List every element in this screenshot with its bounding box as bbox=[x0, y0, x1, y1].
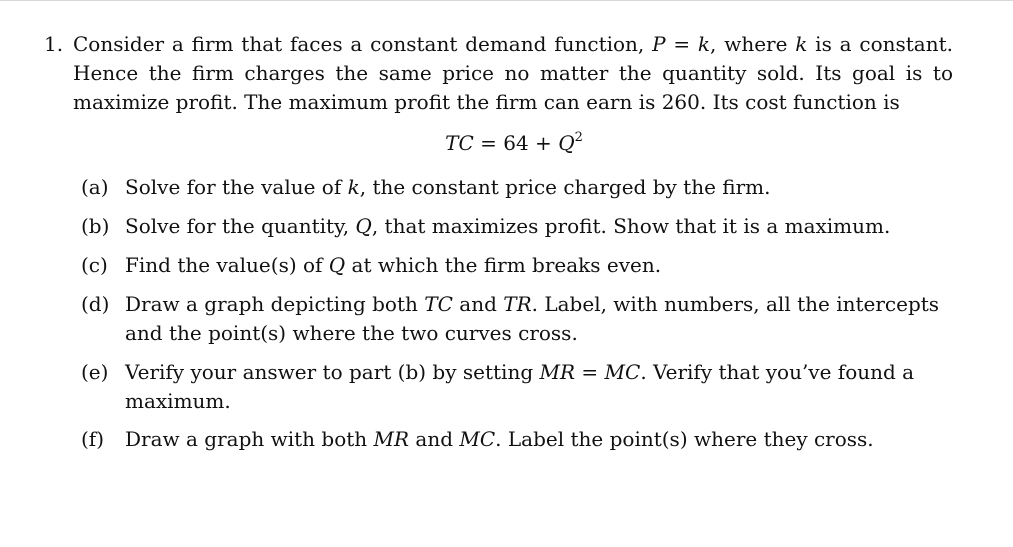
part-a-text-2: , the constant price charged by the firm. bbox=[359, 175, 771, 199]
problem-1 bbox=[44, 30, 964, 464]
part-c-text-1: Find the value(s) of bbox=[125, 253, 329, 277]
part-b-math-1: Q bbox=[355, 214, 372, 238]
constant-k: k bbox=[795, 32, 808, 56]
part-e-math-1: MR bbox=[539, 360, 576, 384]
problem-intro bbox=[44, 30, 953, 117]
part-f-text-2: and bbox=[409, 427, 460, 451]
part-b bbox=[44, 212, 950, 241]
part-e bbox=[44, 358, 950, 416]
part-f-text-3: . Label the point(s) where they cross. bbox=[495, 427, 874, 451]
part-a bbox=[44, 173, 950, 202]
part-d-math-1: TC bbox=[424, 292, 453, 316]
demand-function: P = k bbox=[652, 32, 711, 56]
part-d-text-1: Draw a graph depicting both bbox=[125, 292, 425, 316]
part-d-text-3: . Label, with numbers, all the intercepts and the point(s) where the two curves cross. bbox=[125, 292, 940, 345]
top-divider bbox=[0, 0, 1013, 1]
part-f-tag: (f) bbox=[81, 427, 105, 451]
equation-variable: Q bbox=[558, 131, 575, 155]
part-e-text-2: = bbox=[575, 360, 605, 384]
part-f bbox=[44, 425, 950, 454]
sub-questions bbox=[44, 173, 964, 454]
part-c-math-1: Q bbox=[328, 253, 346, 277]
part-e-text-3: . Verify that you’ve found a maximum. bbox=[125, 360, 915, 413]
part-f-math-1: MR bbox=[373, 427, 410, 451]
part-b-text-2: , that maximizes profit. Show that it is a maximum. bbox=[371, 214, 891, 238]
part-a-tag: (a) bbox=[81, 175, 109, 199]
equation-rhs: = 64 + bbox=[473, 131, 559, 155]
part-d bbox=[44, 290, 950, 348]
part-a-math-1: k bbox=[347, 175, 360, 199]
part-e-math-2: MC bbox=[604, 360, 641, 384]
part-a-text-1: Solve for the value of bbox=[125, 175, 348, 199]
part-d-text-2: and bbox=[452, 292, 504, 316]
intro-text-1: Consider a firm that faces a constant demand function, bbox=[73, 32, 653, 56]
part-f-text-1: Draw a graph with both bbox=[125, 427, 374, 451]
part-e-tag: (e) bbox=[81, 360, 109, 384]
part-c-tag: (c) bbox=[81, 253, 108, 277]
part-b-tag: (b) bbox=[81, 214, 110, 238]
part-d-math-2: TR bbox=[503, 292, 532, 316]
intro-text-2: , where bbox=[710, 32, 796, 56]
intro-text-3: is a constant. Hence the firm charges the same price no matter the quantity sold. Its goal is to maximize profit. The maximum profit the firm can earn is 260. Its cost function is bbox=[73, 32, 953, 114]
part-e-text-1: Verify your answer to part (b) by setting bbox=[125, 360, 540, 384]
part-c-text-2: at which the firm breaks even. bbox=[345, 253, 662, 277]
problem-number: 1. bbox=[44, 32, 64, 56]
equation-exponent: 2 bbox=[574, 130, 583, 145]
equation-lhs: TC bbox=[445, 131, 474, 155]
cost-function-equation bbox=[44, 130, 984, 155]
part-f-math-2: MC bbox=[459, 427, 496, 451]
part-c bbox=[44, 251, 950, 280]
part-b-text-1: Solve for the quantity, bbox=[125, 214, 356, 238]
part-d-tag: (d) bbox=[81, 292, 110, 316]
